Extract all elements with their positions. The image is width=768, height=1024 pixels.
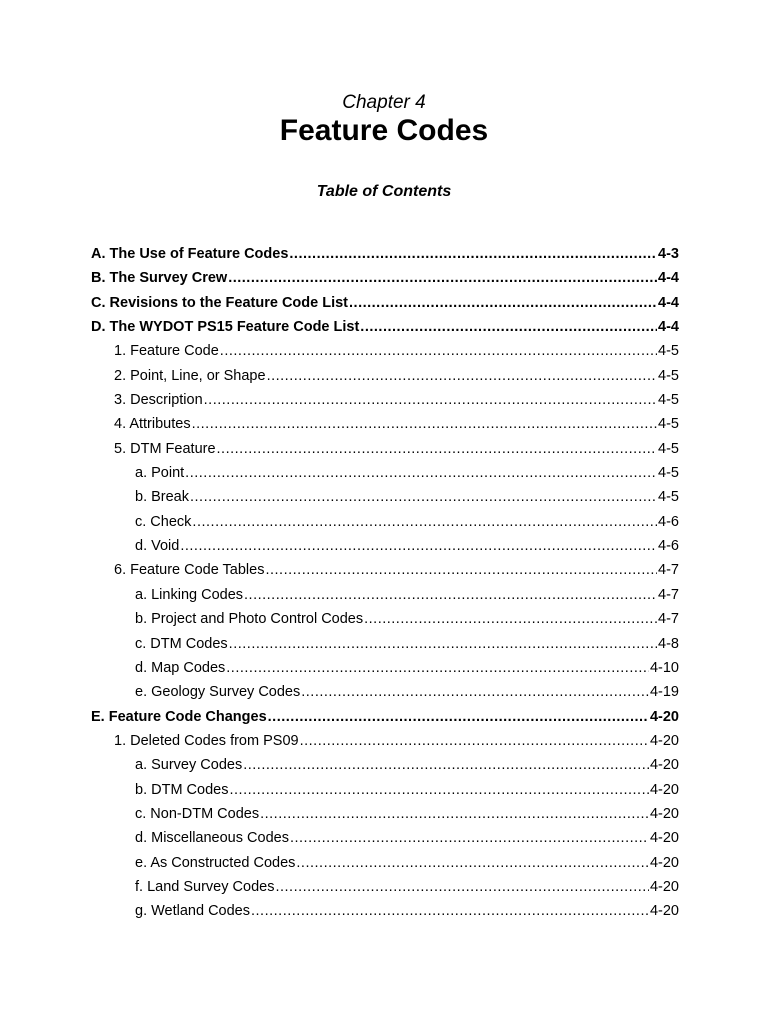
toc-entry-title: b. DTM Codes [135,781,229,798]
toc-entry[interactable] [0,268,768,292]
toc-dot-leader [185,463,657,483]
toc-entry[interactable] [0,390,768,414]
toc-page-number: 4-5 [658,392,679,409]
toc-entry[interactable] [0,512,768,536]
toc-entry-title: d. Void [135,538,180,555]
toc-dot-leader [244,585,657,605]
toc-page-number: 4-4 [658,294,679,311]
toc-dot-leader [229,634,657,654]
table-of-contents [0,244,768,926]
toc-entry-title: c. Check [135,513,192,530]
toc-page-number: 4-5 [658,465,679,482]
toc-dot-leader [289,244,657,264]
toc-page-number: 4-20 [649,757,679,774]
toc-dot-leader [364,609,657,629]
toc-entry[interactable] [0,463,768,487]
toc-page-number: 4-4 [658,319,679,336]
toc-entry[interactable] [0,658,768,682]
toc-page-number: 4-4 [658,270,679,287]
toc-entry-title: E. Feature Code Changes [91,708,267,725]
toc-entry[interactable] [0,609,768,633]
toc-page-number: 4-19 [649,684,679,701]
toc-dot-leader [192,512,657,532]
toc-entry[interactable] [0,634,768,658]
toc-entry-title: 1. Deleted Codes from PS09 [114,732,299,749]
toc-page-number: 4-20 [649,878,679,895]
toc-entry-title: c. DTM Codes [135,635,228,652]
toc-dot-leader [268,707,649,727]
toc-dot-leader [349,293,657,313]
toc-dot-leader [192,414,657,434]
toc-page-number: 4-20 [649,854,679,871]
toc-dot-leader [360,317,657,337]
toc-dot-leader [243,755,649,775]
toc-page-number: 4-7 [658,611,679,628]
toc-page-number: 4-5 [658,343,679,360]
toc-entry[interactable] [0,877,768,901]
toc-dot-leader [267,366,657,386]
toc-page-number: 4-6 [658,513,679,530]
toc-entry[interactable] [0,901,768,925]
toc-entry-title: g. Wetland Codes [135,903,250,920]
toc-page-number: 4-5 [658,440,679,457]
toc-dot-leader [217,439,658,459]
toc-entry[interactable] [0,828,768,852]
toc-entry[interactable] [0,317,768,341]
toc-dot-leader [228,268,657,288]
toc-entry[interactable] [0,853,768,877]
toc-entry[interactable] [0,439,768,463]
toc-entry[interactable] [0,560,768,584]
toc-entry[interactable] [0,536,768,560]
toc-entry-title: d. Map Codes [135,659,226,676]
toc-entry[interactable] [0,804,768,828]
toc-page-number: 4-10 [649,659,679,676]
toc-dot-leader [290,828,649,848]
toc-entry[interactable] [0,682,768,706]
toc-entry-title: 2. Point, Line, or Shape [114,367,266,384]
toc-page-number: 4-20 [649,805,679,822]
toc-entry[interactable] [0,244,768,268]
toc-entry[interactable] [0,366,768,390]
toc-entry-title: D. The WYDOT PS15 Feature Code List [91,319,360,336]
toc-page-number: 4-5 [658,416,679,433]
toc-entry-title: b. Break [135,489,189,506]
toc-dot-leader [180,536,657,556]
toc-entry-title: 6. Feature Code Tables [114,562,265,579]
toc-dot-leader [190,487,657,507]
toc-page-number: 4-20 [649,781,679,798]
toc-dot-leader [300,731,649,751]
toc-page-number: 4-20 [649,732,679,749]
toc-entry-title: A. The Use of Feature Codes [91,246,289,262]
toc-entry[interactable] [0,341,768,365]
toc-entry[interactable] [0,487,768,511]
toc-dot-leader [251,901,649,921]
toc-entry[interactable] [0,585,768,609]
toc-entry-title: d. Miscellaneous Codes [135,830,289,847]
toc-entry-title: a. Point [135,465,185,482]
toc-heading: Table of Contents [316,183,452,200]
toc-page-number: 4-20 [649,830,679,847]
toc-entry-title: e. Geology Survey Codes [135,684,301,701]
toc-entry-title: c. Non-DTM Codes [135,805,260,822]
toc-entry-title: a. Survey Codes [135,757,243,774]
toc-dot-leader [229,780,648,800]
toc-dot-leader [226,658,649,678]
toc-page-number: 4-8 [658,635,679,652]
toc-entry[interactable] [0,731,768,755]
toc-page-number: 4-20 [649,708,679,725]
toc-entry-title: 4. Attributes [114,416,191,433]
toc-entry-title: e. As Constructed Codes [135,854,296,871]
toc-page-number: 4-7 [658,586,679,603]
toc-entry-title: 5. DTM Feature [114,440,216,457]
toc-dot-leader [220,341,657,361]
page-title: Feature Codes [279,114,489,147]
toc-entry-title: f. Land Survey Codes [135,878,275,895]
toc-dot-leader [275,877,649,897]
toc-dot-leader [265,560,657,580]
toc-entry-title: 1. Feature Code [114,343,219,360]
toc-dot-leader [296,853,649,873]
toc-page-number: 4-7 [658,562,679,579]
toc-page-number: 4-5 [658,367,679,384]
chapter-label: Chapter 4 [342,92,426,113]
toc-page-number: 4-6 [658,538,679,555]
toc-dot-leader [260,804,649,824]
toc-entry-title: 3. Description [114,392,203,409]
toc-page-number: 4-3 [658,246,679,262]
toc-entry-title: C. Revisions to the Feature Code List [91,294,349,311]
toc-entry[interactable] [0,780,768,804]
toc-entry-title: a. Linking Codes [135,586,244,603]
toc-page-number: 4-5 [658,489,679,506]
toc-entry-title: B. The Survey Crew [91,270,228,287]
toc-entry[interactable] [0,414,768,438]
toc-entry-title: b. Project and Photo Control Codes [135,611,364,628]
toc-entry[interactable] [0,755,768,779]
toc-entry[interactable] [0,707,768,731]
toc-page-number: 4-20 [649,903,679,920]
toc-dot-leader [301,682,649,702]
toc-dot-leader [204,390,657,410]
toc-entry[interactable] [0,293,768,317]
